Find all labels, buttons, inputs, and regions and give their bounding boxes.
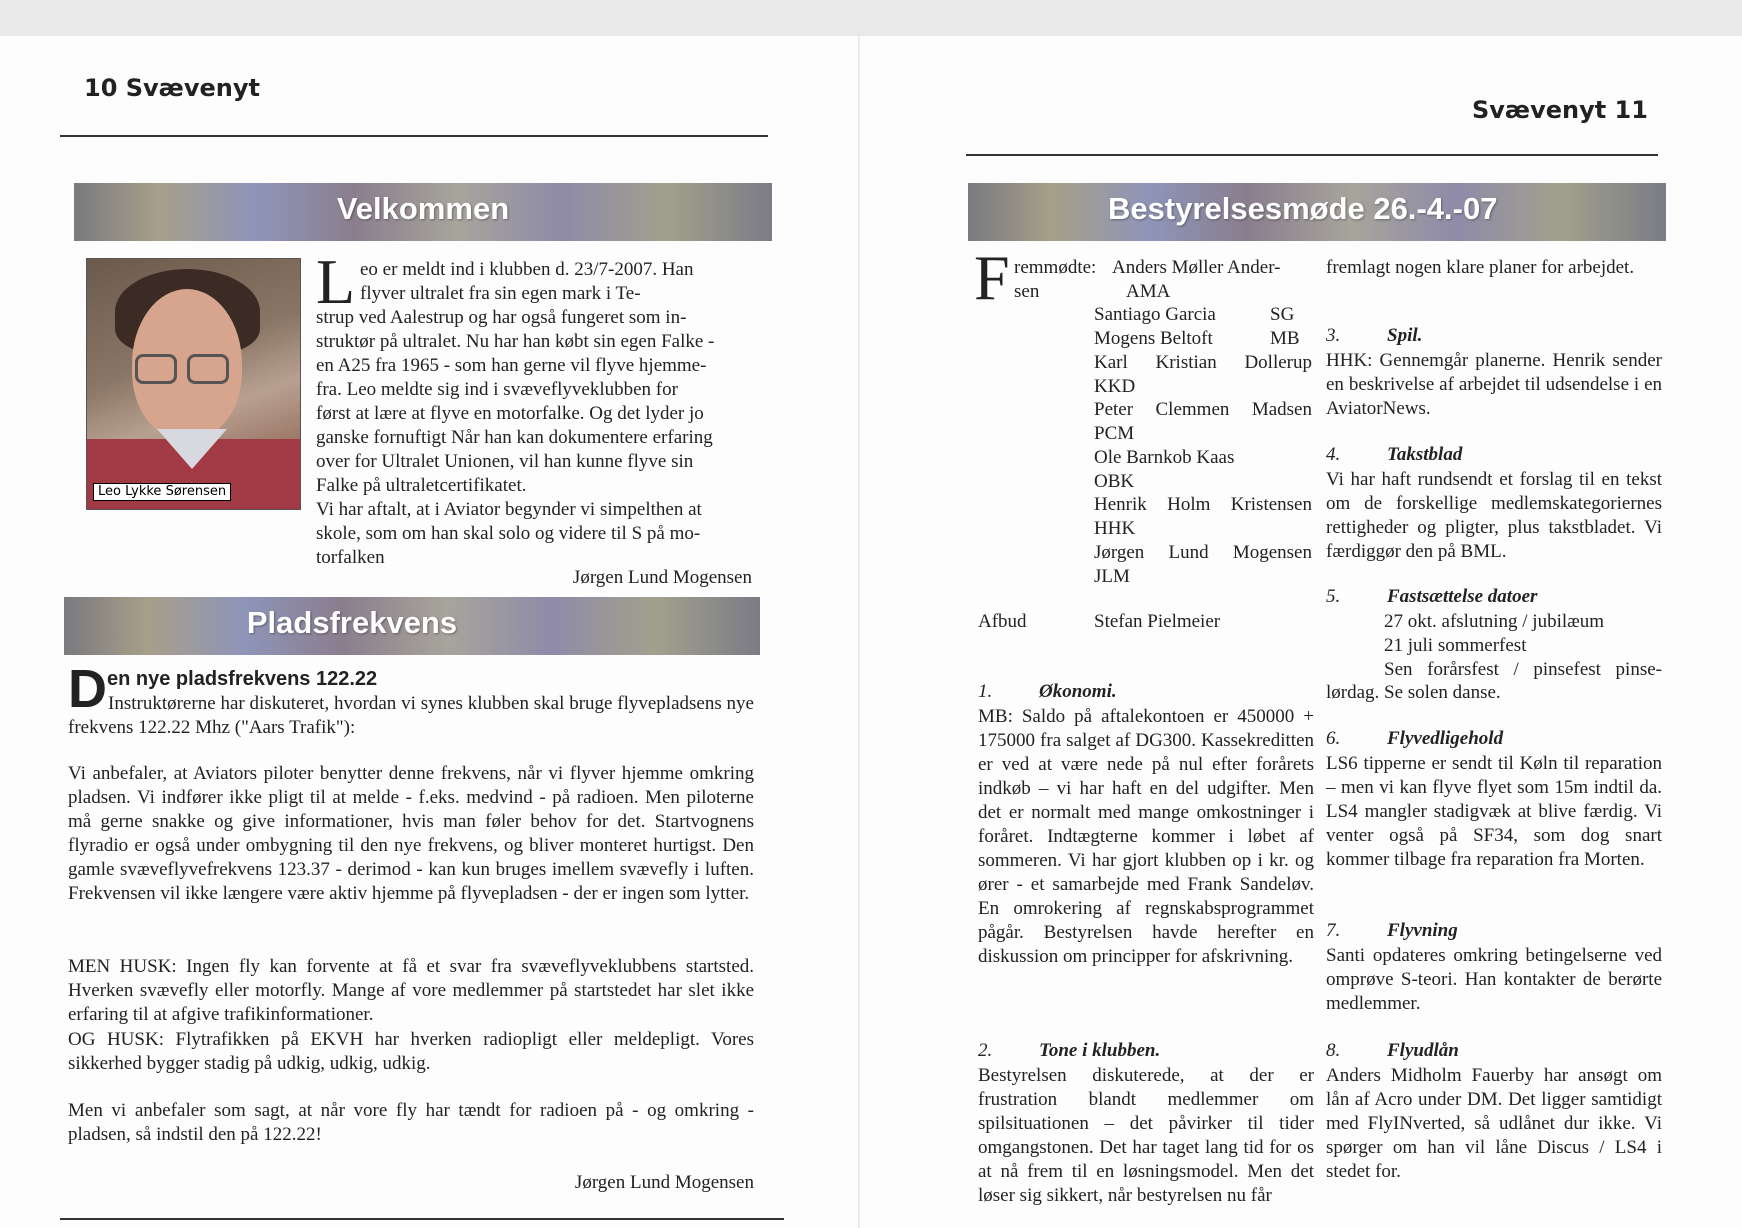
section-body: Vi har haft rundsendt et forslag til en tekst om de forskellige medlemskategoriernes rettigheder og pligter, plus takstbladet. Vi færdiggør den på BML.	[1326, 469, 1662, 562]
section-number: 5.	[1326, 586, 1341, 607]
pladsfrekvens-paragraph: Men vi anbefaler som sagt, at når vore fly har tændt for radioen på - og omkring - pladsen, så indstil den på 122.22!	[68, 1100, 754, 1145]
photo-caption: Leo Lykke Sørensen	[93, 483, 231, 501]
section-body: Anders Midholm Fauerby har ansøgt om lån af Acro under DM. Det ligger samtidigt med FlyINverted, så udlånet dur ikke. Vi spørger om han vil låne Discus / LS4 i stedet for.	[1326, 1065, 1662, 1182]
pladsfrekvens-intro: Instruktørerne har diskuteret, hvordan vi synes klubben skal bruge flyvepladsens nye frekvens 122.22 Mhz ("Aars Trafik"):	[68, 693, 754, 738]
date-item-tail: lørdag. Se solen danse.	[1326, 682, 1501, 703]
attendance-label: remmødte:	[1014, 257, 1097, 278]
attendee-name: Anders Møller Ander-	[1112, 257, 1281, 278]
section-number: 3.	[1326, 325, 1341, 346]
section-heading	[1326, 1040, 1459, 1062]
section-number: 6.	[1326, 728, 1341, 749]
date-item: 21 juli sommerfest	[1384, 635, 1527, 656]
section-title: Fastsættelse datoer	[1387, 586, 1538, 607]
pladsfrekvens-paragraph: Vi anbefaler, at Aviators piloter benytter denne frekvens, når vi flyver hjemme omkring pladsen. Vi indfører ikke pligt til at melde - f.eks. medvind - på radioen. Men piloterne må gerne snakke og give informationer, hvis man føler behov for det. Startvognens flyradio er også under ombygning til den nye frekvens, og bliver monteret hurtigst. Den gamle svæveflyvefrekvens 123.37 - derimod - kan kun bruges imellem svævefly i luften. Frekvensen vil ikke længere være aktiv hjemme på flyvepladsen - der er ingen som lytter.	[68, 763, 754, 904]
section-body-continued: fremlagt nogen klare planer for arbejdet.	[1326, 257, 1635, 278]
section-title: Økonomi.	[1039, 681, 1117, 702]
section-title: Tone i klubben.	[1039, 1040, 1161, 1061]
section-body: HHK: Gennemgår planerne. Henrik sender en beskrivelse af arbejdet til udsendelse i en AviatorNews.	[1326, 350, 1662, 419]
left-header-rule	[60, 135, 768, 137]
attendee-abbr: OBK	[1094, 471, 1135, 492]
section-heading	[1326, 586, 1537, 608]
section-number: 2.	[978, 1040, 993, 1061]
section-heading	[1326, 444, 1462, 466]
attendee-name: Santiago Garcia	[1094, 304, 1216, 325]
attendee-name: Ole Barnkob Kaas	[1094, 447, 1235, 468]
velkommen-line: strup ved Aalestrup og har også fungeret som in-	[316, 307, 687, 328]
attendee-name: Henrik Holm Kristensen	[1094, 494, 1312, 515]
attendee-name: Karl Kristian Dollerup	[1094, 352, 1312, 373]
attendee-abbr: PCM	[1094, 423, 1135, 444]
section-title: Takstblad	[1387, 444, 1463, 465]
right-page-header: Svævenyt 11	[1472, 96, 1648, 124]
bestyrelse-banner	[968, 183, 1666, 241]
section-number: 8.	[1326, 1040, 1341, 1061]
section-number: 7.	[1326, 920, 1341, 941]
attendee-abbr: KKD	[1094, 376, 1136, 397]
left-footer-rule	[60, 1218, 784, 1220]
attendance-dropcap: F	[974, 242, 1010, 313]
section-body: LS6 tipperne er sendt til Køln til reparation – men vi kan flyve flyet som 15m indtil da. LS4 mangler stadigvæk at blive færdig. Vi venter også på SF34, som dog snart kommer tilbage fra reparation fra Morten.	[1326, 753, 1662, 870]
section-heading	[978, 681, 1117, 703]
pladsfrekvens-title: Pladsfrekvens	[246, 605, 458, 640]
scanner-top-edge	[0, 0, 1742, 37]
velkommen-line: først at lære at flyve en motorfalke. Og det lyder jo	[316, 403, 704, 424]
section-heading	[1326, 325, 1422, 347]
section-title: Flyudlån	[1387, 1040, 1459, 1061]
velkommen-signature: Jørgen Lund Mogensen	[572, 567, 752, 588]
attendee-name: Peter Clemmen Madsen	[1094, 399, 1312, 420]
attendee-abbr: AMA	[1126, 281, 1171, 302]
section-title: Spil.	[1387, 325, 1423, 346]
velkommen-line: en A25 fra 1965 - som han gerne vil flyve hjemme-	[316, 355, 707, 376]
photo-glasses-left	[135, 354, 177, 384]
velkommen-line: fra. Leo meldte sig ind i svæveflyveklubben for	[316, 379, 678, 400]
velkommen-line: over for Ultralet Unionen, vil han kunne flyve sin	[316, 451, 694, 472]
photo-glasses-right	[187, 354, 229, 384]
date-item: Sen forårsfest / pinsefest pinse-	[1384, 659, 1662, 680]
attendee-abbr: MB	[1270, 328, 1300, 349]
section-number: 4.	[1326, 444, 1341, 465]
pladsfrekvens-banner	[64, 597, 760, 655]
attendee-abbr: HHK	[1094, 518, 1136, 539]
section-number: 1.	[978, 681, 993, 702]
attendee-name: Mogens Beltoft	[1094, 328, 1213, 349]
pladsfrekvens-heading: en nye pladsfrekvens 122.22	[107, 668, 378, 690]
attendee-abbr: JLM	[1094, 566, 1130, 587]
attendance-label-cont: sen	[1014, 281, 1040, 302]
attendee-abbr: SG	[1270, 304, 1295, 325]
section-title: Flyvedligehold	[1387, 728, 1504, 749]
section-body: Bestyrelsen diskuterede, at der er frustration blandt medlemmer om spilsituationen – det påvirker til tider omgangstonen. Det har taget lang tid for os at nå frem til en løsningsmodel. Men det løser sig sikkert, når bestyrelsen nu får	[978, 1065, 1314, 1206]
pladsfrekvens-dropcap: D	[68, 659, 107, 719]
section-title: Flyvning	[1387, 920, 1458, 941]
velkommen-line: struktør på ultralet. Nu har han købt sin egen Falke -	[316, 331, 715, 352]
velkommen-line: Vi har aftalt, at i Aviator begynder vi simpelthen at	[316, 499, 702, 520]
date-item: 27 okt. afslutning / jubilæum	[1384, 611, 1605, 632]
section-heading	[1326, 920, 1458, 942]
velkommen-line: flyver ultralet fra sin egen mark i Te-	[360, 283, 641, 304]
section-body: Santi opdateres omkring betingelserne ved omprøve S-teori. Han kontakter de berørte medlemmer.	[1326, 945, 1662, 1014]
velkommen-dropcap: L	[316, 246, 356, 317]
absent-label: Afbud	[978, 611, 1027, 632]
pladsfrekvens-paragraph: MEN HUSK: Ingen fly kan forvente at få et svar fra svæveflyveklubbens startsted. Hverken svævefly eller motorfly. Mange af vore medlemmer på startstedet har slet ikke erfaring til at afgive trafikinformationer.	[68, 956, 754, 1025]
member-photo	[86, 258, 301, 510]
section-body: MB: Saldo på aftalekontoen er 450000 + 175000 fra salget af DG300. Kassekreditten er ved at være nede på nul efter forårets indkøb – vi har haft en del udgifter. Men det er normalt med mange omkostninger i foråret. Indtægterne kommer i løbet af sommeren. Vi har gjort klubben op i kr. og ører - et samarbejde med Frank Sandeløv. En omrokering af regnskabsprogrammet pågår. Bestyrelsen havde herefter en diskussion om principper for afskrivning.	[978, 706, 1314, 967]
section-heading	[1326, 728, 1503, 750]
velkommen-line: ganske fornuftigt Når han kan dokumentere erfaring	[316, 427, 713, 448]
velkommen-line: skole, som om han skal solo og videre til S på mo-	[316, 523, 701, 544]
absent-name: Stefan Pielmeier	[1094, 611, 1221, 632]
velkommen-title: Velkommen	[336, 191, 510, 226]
pladsfrekvens-paragraph: OG HUSK: Flytrafikken på EKVH har hverken radiopligt eller meldepligt. Vores sikkerhed bygger stadig på udkig, udkig, udkig.	[68, 1029, 754, 1074]
velkommen-line: Falke på ultraletcertifikatet.	[316, 475, 527, 496]
left-page-header: 10 Svævenyt	[84, 74, 260, 102]
attendee-name: Jørgen Lund Mogensen	[1094, 542, 1312, 563]
right-header-rule	[966, 154, 1658, 156]
velkommen-line: torfalken	[316, 547, 385, 568]
velkommen-banner	[74, 183, 772, 241]
bestyrelse-title: Bestyrelsesmøde 26.-4.-07	[1108, 191, 1498, 226]
velkommen-line: eo er meldt ind i klubben d. 23/7-2007. Han	[360, 259, 694, 280]
pladsfrekvens-signature: Jørgen Lund Mogensen	[574, 1172, 754, 1193]
section-heading	[978, 1040, 1160, 1062]
